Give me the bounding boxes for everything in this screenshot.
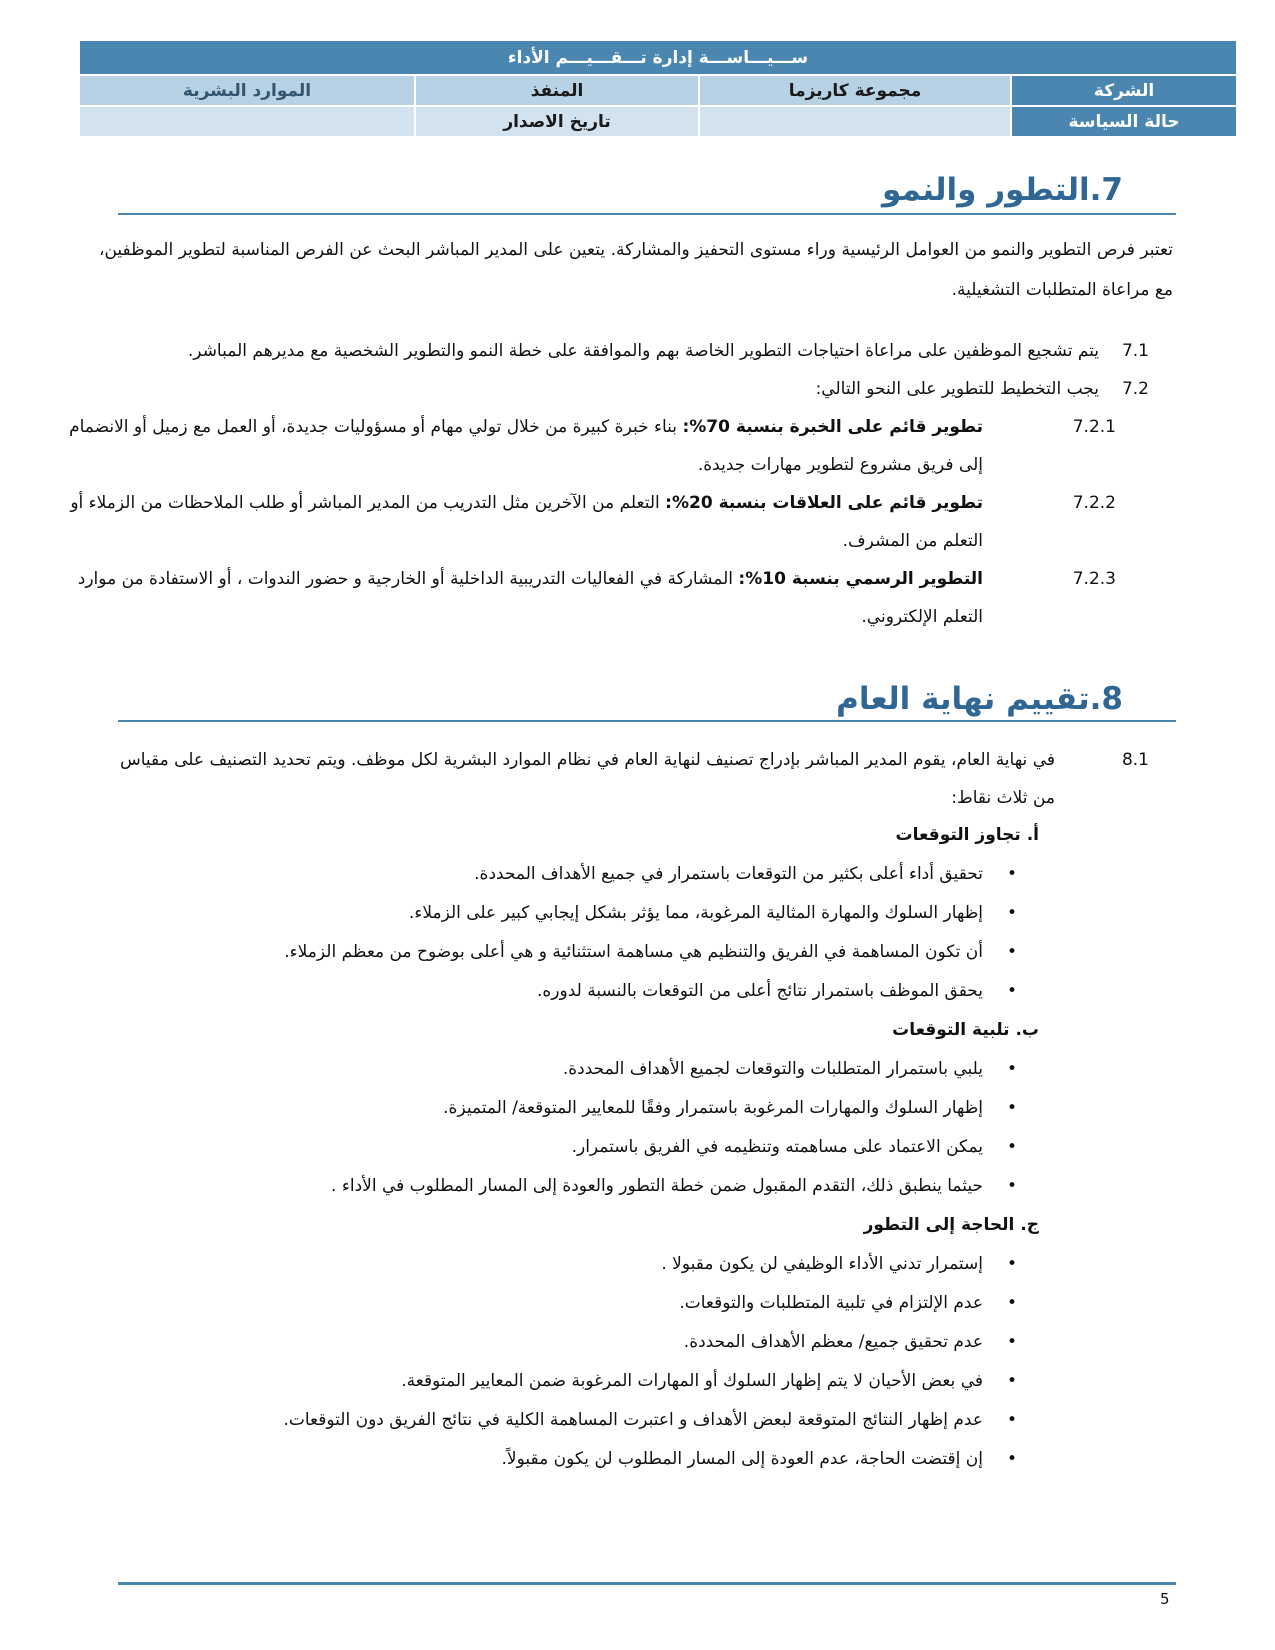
bullet-b-4: حيثما ينطبق ذلك، التقدم المقبول ضمن خطة التطور والعودة إلى المسار المطلوب في الأداء . [331,1176,983,1196]
item-7-2-2-cont: التعلم من المشرف. [842,531,983,551]
footer-rule [118,1582,1176,1585]
issue-date-label: تاريخ الاصدار [415,106,699,137]
item-7-2-3-body: المشاركة في الفعاليات التدريبية الداخلية أو الخارجية و حضور الندوات ، أو الاستفادة من موارد [77,569,739,589]
item-7-2-2-number: 7.2.2 [1072,493,1116,513]
group-meets-heading: ب. تلبية التوقعات [892,1020,1039,1040]
company-value: مجموعة كاريزما [699,75,1011,106]
bullet-c-6: إن إقتضت الحاجة، عدم العودة إلى المسار المطلوب لن يكون مقبولاً. [501,1449,983,1469]
issue-date-value [79,106,415,137]
item-7-2-1-number: 7.2.1 [1072,417,1116,437]
bullet-b-1: يلبي باستمرار المتطلبات والتوقعات لجميع الأهداف المحددة. [562,1059,983,1079]
header-title: ســـيـــاســـة إدارة تـــقـــيـــم الأداء [79,40,1237,75]
executor-value: الموارد البشرية [79,75,415,106]
item-7-2-text: يجب التخطيط للتطوير على النحو التالي: [815,379,1099,399]
bullet-a-2: إظهار السلوك والمهارة المثالية المرغوبة، مما يؤثر بشكل إيجابي كبير على الزملاء. [408,903,983,923]
item-7-2-1-bold: تطوير قائم على الخبرة بنسبة 70%: [682,417,983,437]
bullet-dot: • [1006,1332,1017,1352]
item-7-2-2-bold: تطوير قائم على العلاقات بنسبة 20%: [665,493,983,513]
bullet-a-4: يحقق الموظف باستمرار نتائج أعلى من التوقعات بالنسبة لدوره. [536,981,983,1001]
item-7-2-2-body: التعلم من الآخرين مثل التدريب من المدير المباشر أو طلب الملاحظات من الزملاء أو [70,493,666,513]
item-7-2-2-text [70,483,983,523]
item-7-2-1-body: بناء خبرة كبيرة من خلال تولي مهام أو مسؤوليات جديدة، أو العمل مع زميل أو الانضمام [69,417,683,437]
bullet-dot: • [1006,1371,1017,1391]
item-7-2-3-bold: التطوير الرسمي بنسبة 10%: [738,569,983,589]
bullet-dot: • [1006,1098,1017,1118]
item-7-2-3-number: 7.2.3 [1072,569,1116,589]
bullet-dot: • [1006,1293,1017,1313]
executor-label: المنفذ [415,75,699,106]
bullet-dot: • [1006,903,1017,923]
status-label: حالة السياسة [1011,106,1237,137]
item-7-2-3-cont: التعلم الإلكتروني. [861,607,983,627]
item-7-1-text: يتم تشجيع الموظفين على مراعاة احتياجات التطوير الخاصة بهم والموافقة على خطة النمو والتطوير الشخصية مع مديرهم المباشر. [187,341,1099,361]
bullet-dot: • [1006,1410,1017,1430]
section-8-rule [118,720,1176,722]
item-7-2-1-text [69,407,983,447]
group-exceeds-heading: أ. تجاوز التوقعات [895,825,1039,845]
bullet-dot: • [1006,864,1017,884]
bullet-c-4: في بعض الأحيان لا يتم إظهار السلوك أو المهارات المرغوبة ضمن المعايير المتوقعة. [401,1371,983,1391]
item-8-1-cont: من ثلاث نقاط: [951,788,1055,808]
company-label: الشركة [1011,75,1237,106]
page-number: 5 [1160,1590,1170,1608]
bullet-dot: • [1006,981,1017,1001]
item-7-2-1-cont: إلى فريق مشروع لتطوير مهارات جديدة. [697,455,983,475]
status-value [699,106,1011,137]
item-8-1-number: 8.1 [1121,750,1149,770]
item-7-2-number: 7.2 [1121,379,1149,399]
bullet-c-5: عدم إظهار النتائج المتوقعة لبعض الأهداف و اعتبرت المساهمة الكلية في نتائج الفريق دون التوقعات. [283,1410,983,1430]
bullet-dot: • [1006,1449,1017,1469]
group-needs-development-heading: ج. الحاجة إلى التطور [863,1215,1039,1235]
item-8-1-text: في نهاية العام، يقوم المدير المباشر بإدراج تصنيف لنهاية العام في نظام الموارد البشرية لكل موظف. ويتم تحديد التصنيف على مقياس [119,750,1055,770]
section-7-intro: تعتبر فرص التطوير والنمو من العوامل الرئيسية وراء مستوى التحفيز والمشاركة. يتعين على المدير المباشر البحث عن الفرص المناسبة لتطوير الموظفين، مع مراعاة المتطلبات التشغيلية. [99,240,1173,300]
bullet-a-3: أن تكون المساهمة في الفريق والتنظيم هي مساهمة استثنائية و هي أعلى بوضوح من معظم الزملاء. [284,942,983,962]
bullet-dot: • [1006,1176,1017,1196]
bullet-dot: • [1006,1059,1017,1079]
bullet-dot: • [1006,942,1017,962]
bullet-b-2: إظهار السلوك والمهارات المرغوبة باستمرار وفقًا للمعايير المتوقعة/ المتميزة. [443,1098,983,1118]
bullet-c-2: عدم الإلتزام في تلبية المتطلبات والتوقعات. [679,1293,983,1313]
bullet-dot: • [1006,1254,1017,1274]
document-header [78,39,1238,138]
bullet-c-1: إستمرار تدني الأداء الوظيفي لن يكون مقبولا . [661,1254,983,1274]
item-7-1-number: 7.1 [1121,341,1149,361]
bullet-c-3: عدم تحقيق جميع/ معظم الأهداف المحددة. [683,1332,983,1352]
item-7-2-3-text [78,559,983,599]
bullet-b-3: يمكن الاعتماد على مساهمته وتنظيمه في الفريق باستمرار. [571,1137,983,1157]
section-7-title: 7.التطور والنمو [882,172,1123,208]
bullet-a-1: تحقيق أداء أعلى بكثير من التوقعات باستمرار في جميع الأهداف المحددة. [474,864,983,884]
bullet-dot: • [1006,1137,1017,1157]
section-8-title: 8.تقييم نهاية العام [836,681,1123,717]
section-7-rule [118,213,1176,215]
